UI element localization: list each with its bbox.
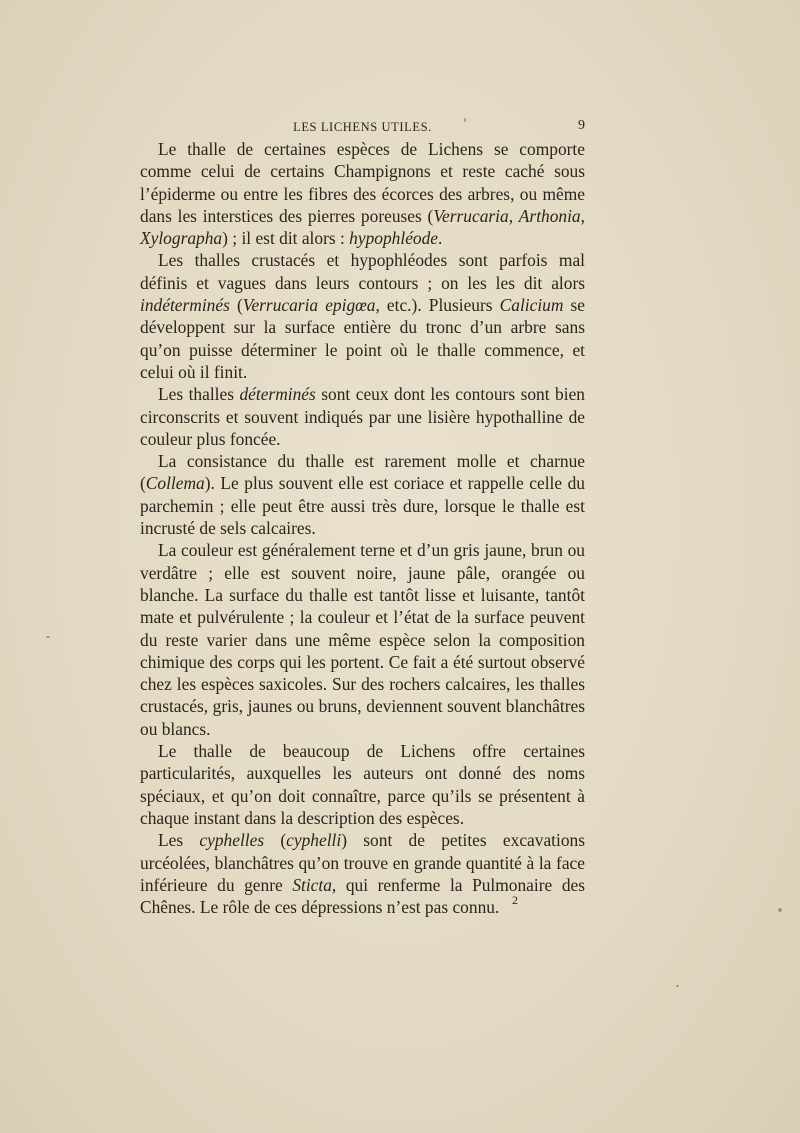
paper-speck [778, 908, 782, 912]
text-run: sont ceux dont les contours sont bien circonscrits et souvent indiqués par une lisière hypothalline de couleur plus foncée. [140, 384, 586, 449]
italic-term: Verrucaria [433, 205, 509, 226]
text-run: ) sont de petites excavations urcéolées, blanchâtres qu’on trouve en grande quantité à la face inférieure du genre [140, 830, 585, 895]
paper-speck [676, 985, 679, 987]
italic-term: cyphelli [286, 830, 342, 851]
paragraph [140, 450, 585, 539]
text-run: Les [158, 830, 200, 851]
running-head [140, 118, 585, 138]
italic-term: Verrucaria epigœa [242, 295, 376, 316]
italic-term: hypophléode [349, 228, 439, 249]
italic-term: cyphelles [199, 830, 265, 851]
italic-term: Arthonia [518, 205, 581, 226]
text-run: , qui renferme la Pulmonaire des Chênes. Le rôle de ces dépressions n’est pas connu. [140, 874, 585, 918]
text-run: La consistance du thalle est rarement molle et charnue ( [140, 451, 585, 494]
paragraph [140, 138, 585, 249]
running-title: LES LICHENS UTILES. [293, 120, 432, 134]
text-run: ( [229, 295, 243, 316]
italic-term: Xylographa [140, 228, 223, 249]
italic-term: Collema [145, 473, 205, 494]
italic-term: Calicium [499, 295, 564, 316]
text-run: Le thalle de beaucoup de Lichens offre certaines particularités, auxquelles les auteurs ont donné des noms spéciaux, et qu’on doit connaître, parce qu’ils se présentent à chaque instant dans la description des espèces. [140, 741, 585, 828]
italic-term: Sticta [292, 874, 332, 895]
italic-term: déterminés [239, 384, 316, 405]
paragraph [140, 249, 585, 383]
text-run: ( [264, 830, 287, 851]
text-run: , [580, 205, 585, 226]
paragraph [140, 740, 585, 829]
italic-term: indéterminés [140, 295, 230, 316]
signature-mark: 2 [512, 893, 518, 907]
body-text [140, 138, 585, 918]
text-run: Les thalles [158, 384, 240, 405]
paragraph [140, 829, 585, 918]
paper-speck [464, 118, 466, 122]
page-number: 9 [578, 118, 585, 133]
text-run: Les thalles crustacés et hypophléodes sont parfois mal définis et vagues dans leurs contours ; on les les dit alors [140, 250, 585, 293]
text-run: Le thalle de certaines espèces de Lichens se comporte comme celui de certains Champignons et reste caché sous l’épiderme ou entre les fibres des écorces des arbres, ou même dans les interstices des pierres poreuses ( [140, 139, 585, 226]
text-run: , etc.). Plusieurs [375, 295, 500, 316]
text-run: La couleur est généralement terne et d’un gris jaune, brun ou verdâtre ; elle est souvent noire, jaune pâle, orangée ou blanche. La surface du thalle est tantôt lisse et luisante, tantôt mate et pulvérulente ; la couleur et l’état de la surface peuvent du reste varier dans une même espèce selon la composition chimique des corps qui les portent. Ce fait a été surtout observé chez les espèces saxicoles. Sur des rochers calcaires, les thalles crustacés, gris, jaunes ou bruns, deviennent souvent blanchâtres ou blancs. [140, 540, 585, 739]
text-run: ) ; il est dit alors : [222, 228, 350, 249]
paragraph [140, 383, 585, 450]
text-run: , [508, 205, 519, 226]
paper-speck [46, 636, 50, 638]
text-run: se développent sur la surface entière du tronc d’un arbre sans qu’on puisse déterminer le point où le thalle commence, et celui où il finit. [140, 295, 586, 382]
text-run: . [438, 228, 443, 249]
text-run: ). Le plus souvent elle est coriace et rappelle celle du parchemin ; elle peut être aussi très dure, lorsque le thalle est incrusté de sels calcaires. [140, 473, 585, 539]
paragraph [140, 539, 585, 740]
